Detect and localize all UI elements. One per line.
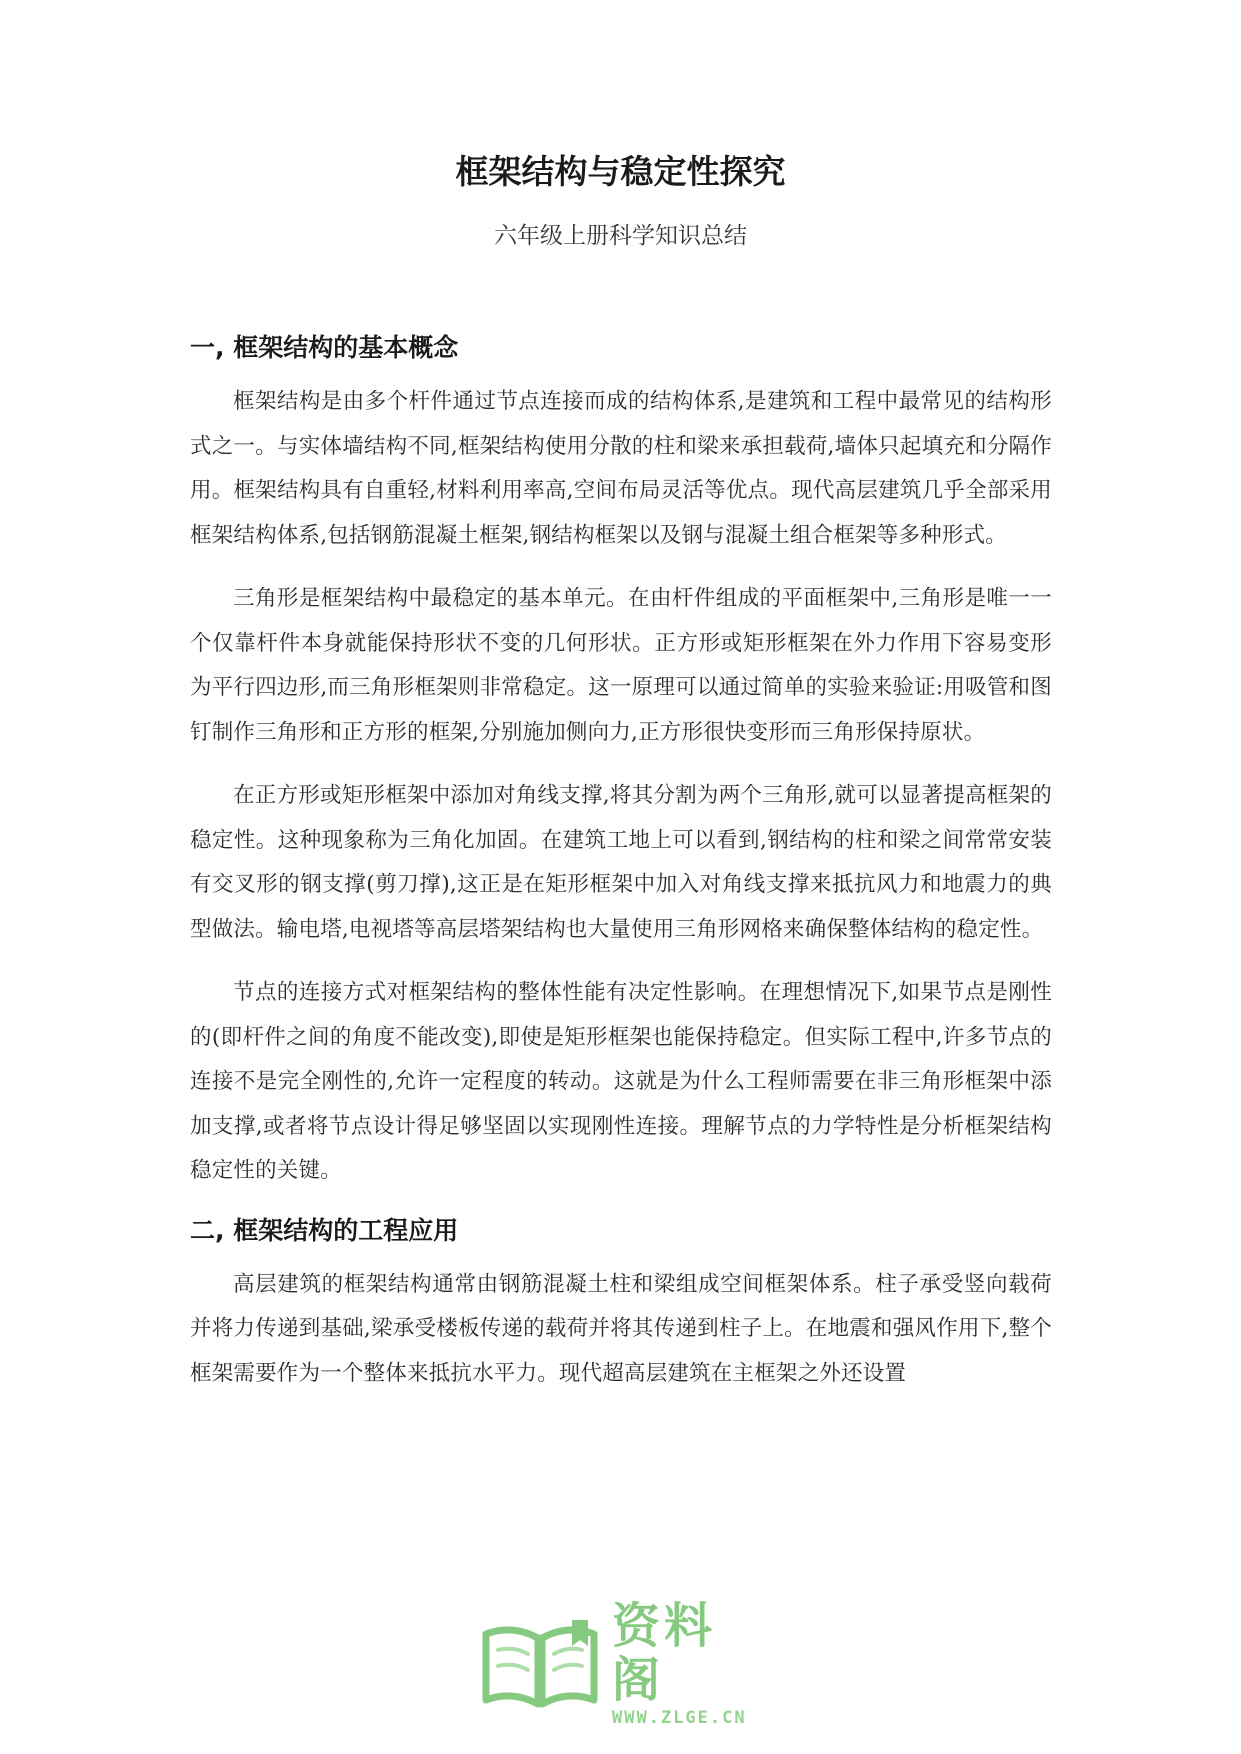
- watermark-url: WWW.ZLGE.CN: [612, 1708, 747, 1728]
- paragraph: 框架结构是由多个杆件通过节点连接而成的结构体系,是建筑和工程中最常见的结构形式之一。与实体墙结构不同,框架结构使用分散的柱和梁来承担载荷,墙体只起填充和分隔作用。框架结构具有自重轻,材料利用率高,空间布局灵活等优点。现代高层建筑几乎全部采用框架结构体系,包括钢筋混凝土框架,钢结构框架以及钢与混凝土组合框架等多种形式。: [190, 389, 1052, 548]
- document-subtitle: 六年级上册科学知识总结: [494, 223, 747, 249]
- paragraph: 节点的连接方式对框架结构的整体性能有决定性影响。在理想情况下,如果节点是刚性的(即杆件之间的角度不能改变),即使是矩形框架也能保持稳定。但实际工程中,许多节点的连接不是完全刚性的,允许一定程度的转动。这就是为什么工程师需要在非三角形框架中添加支撑,或者将节点设计得足够坚固以实现刚性连接。理解节点的力学特性是分析框架结构稳定性的关键。: [190, 980, 1052, 1183]
- watermark-name: 资料阁: [612, 1598, 717, 1708]
- document-body: [190, 330, 1052, 1415]
- section-heading: 一, 框架结构的基本概念: [190, 333, 459, 362]
- open-book-icon: [476, 1616, 604, 1712]
- paragraph: 高层建筑的框架结构通常由钢筋混凝土柱和梁组成空间框架体系。柱子承受竖向载荷并将力传递到基础,梁承受楼板传递的载荷并将其传递到柱子上。在地震和强风作用下,整个框架需要作为一个整体来抵抗水平力。现代超高层建筑在主框架之外还设置: [190, 1271, 1052, 1386]
- paragraph: 三角形是框架结构中最稳定的基本单元。在由杆件组成的平面框架中,三角形是唯一一个仅靠杆件本身就能保持形状不变的几何形状。正方形或矩形框架在外力作用下容易变形为平行四边形,而三角形框架则非常稳定。这一原理可以通过简单的实验来验证:用吸管和图钉制作三角形和正方形的框架,分别施加侧向力,正方形很快变形而三角形保持原状。: [190, 586, 1052, 745]
- paragraph: 在正方形或矩形框架中添加对角线支撑,将其分割为两个三角形,就可以显著提高框架的稳定性。这种现象称为三角化加固。在建筑工地上可以看到,钢结构的柱和梁之间常常安装有交叉形的钢支撑(剪刀撑),这正是在矩形框架中加入对角线支撑来抵抗风力和地震力的典型做法。输电塔,电视塔等高层塔架结构也大量使用三角形网格来确保整体结构的稳定性。: [190, 783, 1052, 942]
- section-heading: 二, 框架结构的工程应用: [190, 1215, 459, 1245]
- watermark-text: [612, 1599, 766, 1729]
- section-basic-concept: [190, 330, 1052, 1194]
- watermark: [476, 1598, 766, 1728]
- section-engineering-application: [190, 1213, 1052, 1397]
- document-title: 框架结构与稳定性探究: [455, 152, 786, 191]
